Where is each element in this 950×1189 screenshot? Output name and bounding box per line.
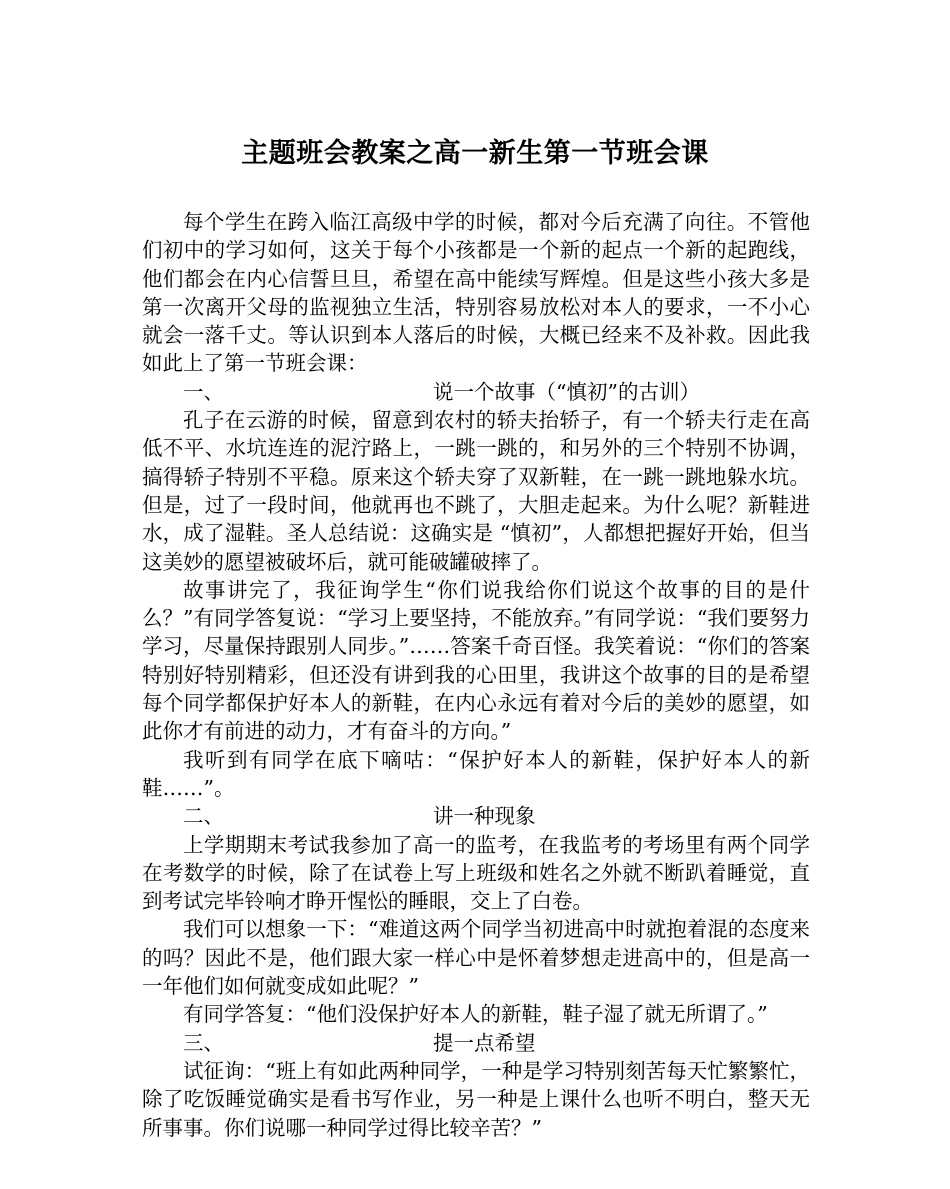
paragraph-murmur: 我听到有同学在底下嘀咕：“保护好本人的新鞋，保护好本人的新鞋……”。: [142, 747, 810, 800]
paragraph-discussion: 故事讲完了，我征询学生“你们说我给你们说这个故事的目的是什么？”有同学答复说：“学习上要坚持，不能放弃。”有同学说：“我们要努力学习，尽量保持跟别人同步。”……答案千奇百怪。我笑着说：“你们的答案特别好特别精彩，但还没有讲到我的心田里，我讲这个故事的目的是希望每个同学都保护好本人的新鞋，在内心永远有着对今后的美妙的愿望，如此你才有前进的动力，才有奋斗的方向。”: [142, 577, 810, 744]
section-number-2: 二、: [183, 804, 224, 829]
section-heading-1: [142, 378, 810, 406]
paragraph-story: 孔子在云游的时候，留意到农村的轿夫抬轿子，有一个轿夫行走在高低不平、水坑连连的泥泞路上，一跳一跳的，和另外的三个特别不协调，搞得轿子特别不平稳。原来这个轿夫穿了双新鞋，在一跳一跳地躲水坑。但是，过了一段时间，他就再也不跳了，大胆走起来。为什么呢？新鞋进水，成了湿鞋。圣人总结说：这确实是 “慎初”，人都想把握好开始，但当这美妙的愿望被破坏后，就可能破罐破摔了。: [142, 408, 810, 574]
section-title-3: 提一点希望: [433, 1030, 536, 1055]
section-heading-2: [142, 802, 810, 830]
document-title: 主题班会教案之高一新生第一节班会课: [241, 138, 709, 169]
paragraph-question: 试征询：“班上有如此两种同学，一种是学习特别刻苦每天忙繁繁忙，除了吃饭睡觉确实是看书写作业，另一种是上课什么也听不明白，整天无所事事。你们说哪一种同学过得比较辛苦？”: [142, 1058, 810, 1140]
document-body: [142, 208, 810, 1142]
paragraph-exam: 上学期期末考试我参加了高一的监考，在我监考的考场里有两个同学在考数学的时候，除了在试卷上写上班级和姓名之外就不断趴着睡觉，直到考试完毕铃响才睁开惺忪的睡眼，交上了白卷。: [142, 832, 810, 914]
section-number-3: 三、: [183, 1030, 224, 1055]
paragraph-imagine: 我们可以想象一下：“难道这两个同学当初进高中时就抱着混的态度来的吗？因此不是，他们跟大家一样心中是怀着梦想走进高中的，但是高一一年他们如何就变成如此呢？”: [142, 917, 810, 999]
section-title-1: 说一个故事（“慎初”的古训）: [433, 379, 700, 404]
paragraph-answer: 有同学答复：“他们没保护好本人的新鞋，鞋子湿了就无所谓了。”: [183, 1002, 768, 1027]
paragraph-intro: 每个学生在跨入临江高级中学的时候，都对今后充满了向往。不管他们初中的学习如何，这关于每个小孩都是一个新的起点一个新的起跑线，他们都会在内心信誓旦旦，希望在高中能续写辉煌。但是这些小孩大多是第一次离开父母的监视独立生活，特别容易放松对本人的要求，一不小心就会一落千丈。等认识到本人落后的时候，大概已经来不及补救。因此我如此上了第一节班会课：: [142, 210, 810, 376]
section-heading-3: [142, 1029, 810, 1057]
section-title-2: 讲一种现象: [433, 804, 536, 829]
section-number-1: 一、: [183, 379, 224, 404]
